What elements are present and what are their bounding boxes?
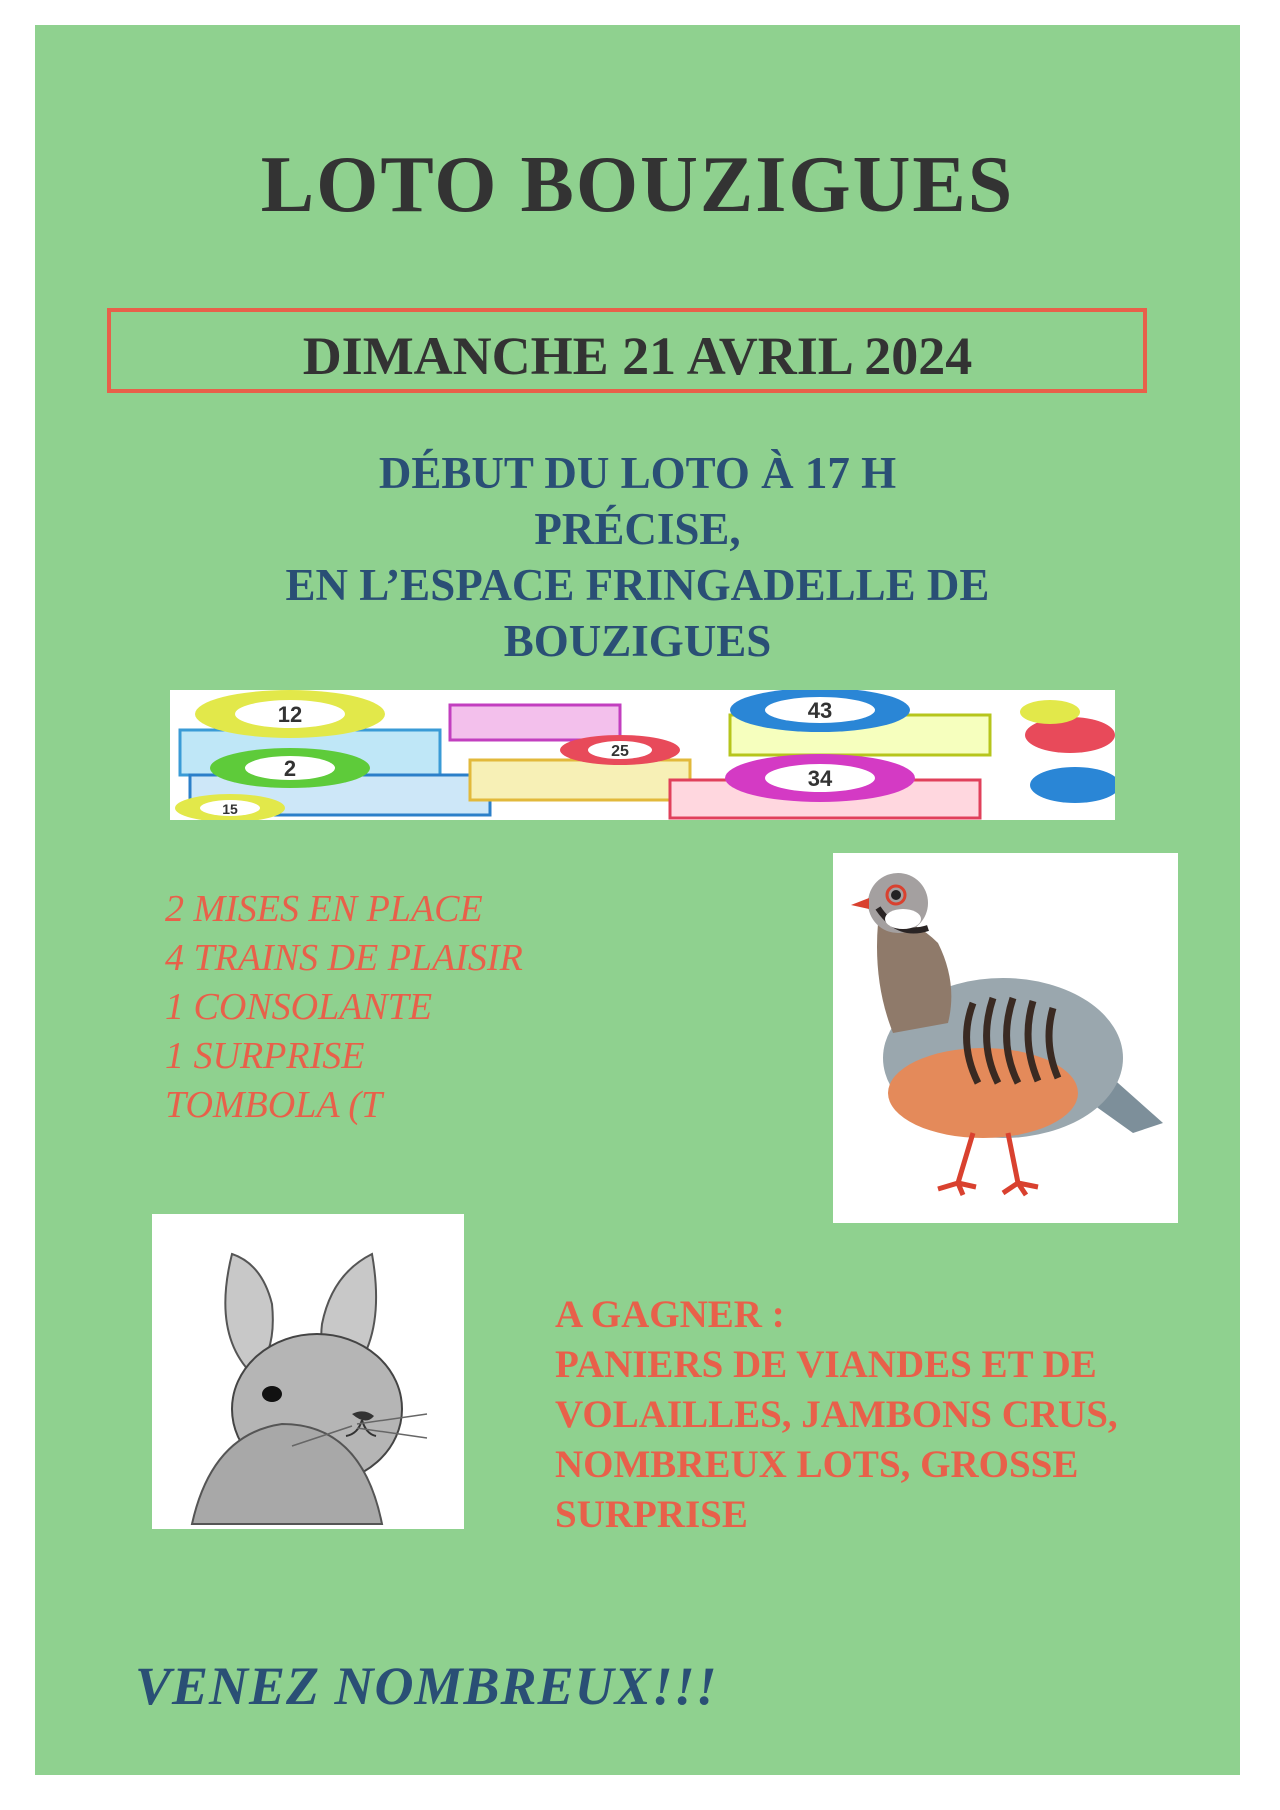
prizes-list: [555, 1290, 1118, 1540]
games-list: [165, 885, 523, 1130]
poster-title: LOTO BOUZIGUES: [260, 141, 1015, 229]
ball-number: 43: [807, 698, 833, 723]
ball-number: 25: [611, 743, 629, 760]
prizes-line: NOMBREUX LOTS, GROSSE: [555, 1443, 1079, 1486]
games-item: TOMBOLA (T: [165, 1084, 383, 1126]
games-item: 4 TRAINS DE PLAISIR: [165, 937, 523, 979]
prizes-line: A GAGNER :: [555, 1293, 785, 1336]
rabbit-image: [152, 1214, 464, 1529]
lotto-card: [450, 705, 620, 740]
info-line: PRÉCISE,: [534, 504, 741, 554]
poster: [35, 25, 1240, 1775]
ball-number: 34: [807, 766, 833, 791]
ball-number: 2: [283, 756, 297, 781]
prizes-line: VOLAILLES, JAMBONS CRUS,: [555, 1393, 1118, 1436]
games-item: 1 SURPRISE: [165, 1035, 365, 1077]
info-line: DÉBUT DU LOTO À 17 H: [378, 448, 897, 498]
games-item: 1 CONSOLANTE: [165, 986, 433, 1028]
prizes-line: SURPRISE: [555, 1493, 748, 1536]
prizes-line: PANIERS DE VIANDES ET DE: [555, 1343, 1097, 1386]
lotto-card: [470, 760, 690, 800]
lotto-ball: [1030, 767, 1115, 803]
ball-number: 12: [277, 702, 303, 727]
games-item: 2 MISES EN PLACE: [165, 888, 483, 930]
lotto-balls-image: [170, 690, 1115, 820]
partridge-image: [833, 853, 1178, 1223]
event-date: DIMANCHE 21 AVRIL 2024: [302, 326, 973, 386]
lotto-ball: [1020, 700, 1080, 724]
event-info: [35, 445, 1240, 669]
ball-number: 15: [222, 801, 238, 817]
closing-slogan: VENEZ NOMBREUX!!!: [135, 1656, 718, 1716]
info-line: BOUZIGUES: [503, 616, 772, 666]
info-line: EN L’ESPACE FRINGADELLE DE: [285, 560, 990, 610]
